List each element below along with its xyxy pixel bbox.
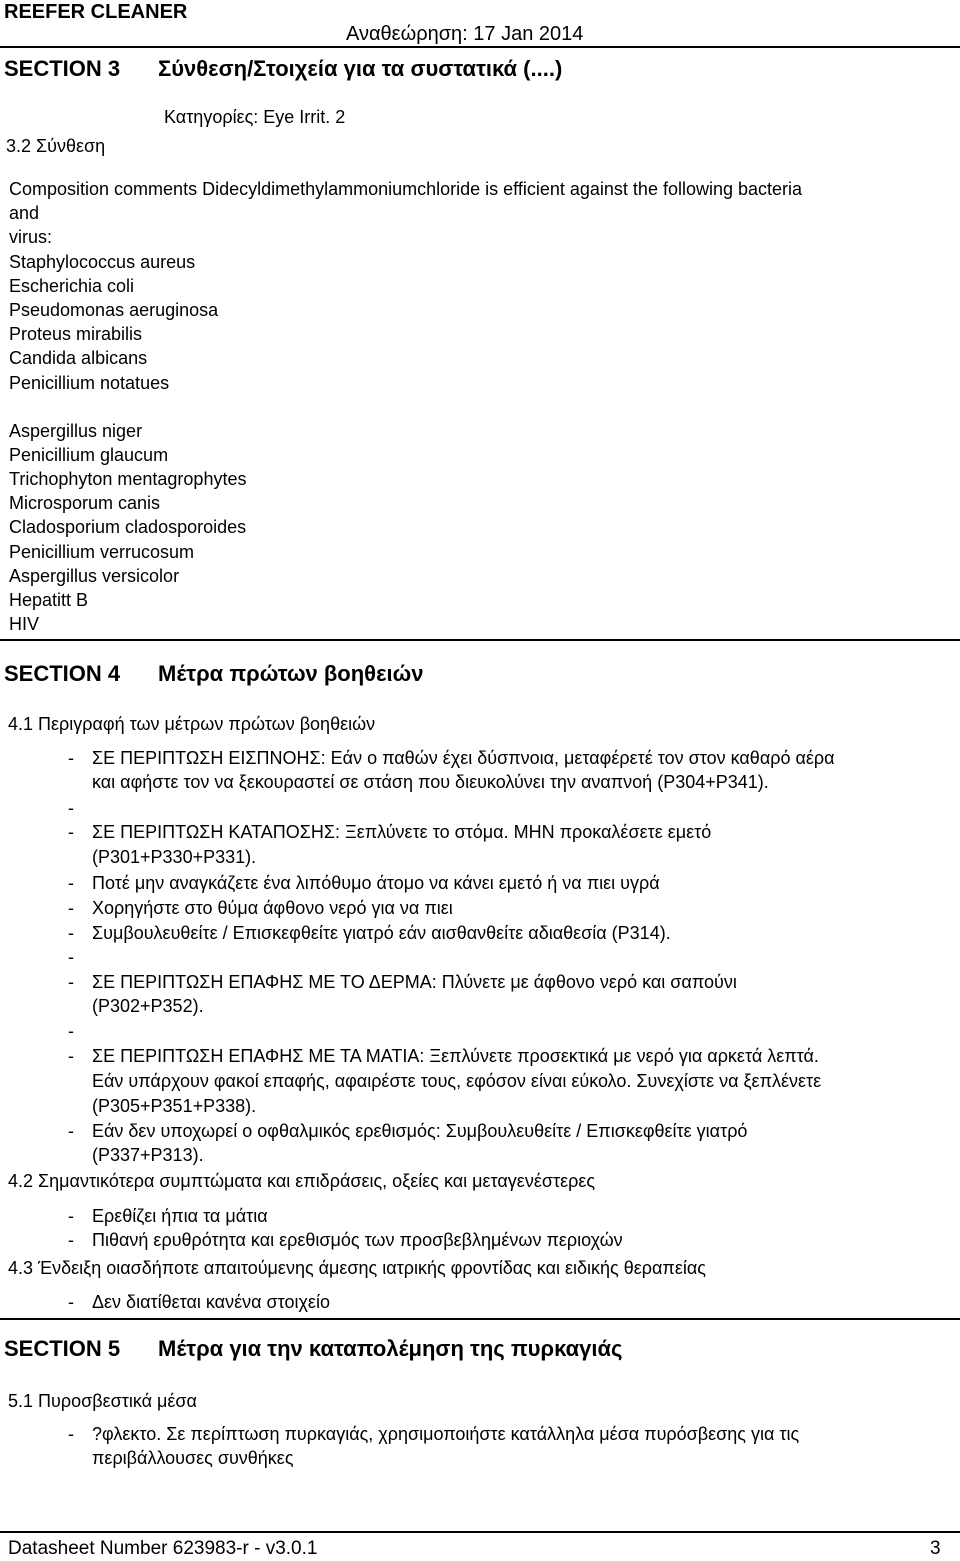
organism-item: Staphylococcus aureus <box>9 252 196 272</box>
hazard-categories: Κατηγορίες: Eye Irrit. 2 <box>164 107 346 127</box>
first-aid-item-cont: (P302+P352). <box>92 996 204 1016</box>
first-aid-item-cont: Εάν υπάρχουν φακοί επαφής, αφαιρέστε τους, εφόσον είναι εύκολο. Συνεχίστε να ξεπλένετε <box>92 1071 822 1091</box>
section-rule <box>0 1318 960 1320</box>
organism-item: Trichophyton mentagrophytes <box>9 469 247 489</box>
list-dash: - <box>68 822 74 842</box>
organism-item: Penicillium glaucum <box>9 445 169 465</box>
extinguishing-item-cont: περιβάλλουσες συνθήκες <box>92 1448 294 1468</box>
first-aid-item: Χορηγήστε στο θύμα άφθονο νερό για να πιει <box>92 898 453 918</box>
list-dash: - <box>68 972 74 992</box>
organism-item: Pseudomonas aeruginosa <box>9 300 219 320</box>
symptom-item: Ερεθίζει ήπια τα μάτια <box>92 1206 268 1226</box>
section-3-number: SECTION 3 <box>4 56 121 81</box>
section-4-title: Μέτρα πρώτων βοηθειών <box>158 661 424 686</box>
organism-item: Aspergillus niger <box>9 421 143 441</box>
first-aid-item: Συμβουλευθείτε / Επισκεφθείτε γιατρό εάν αισθανθείτε αδιαθεσία (P314). <box>92 923 671 943</box>
composition-comments-cont: and <box>9 203 40 223</box>
first-aid-item-cont: (P305+P351+P338). <box>92 1096 257 1116</box>
organism-item: Aspergillus versicolor <box>9 566 180 586</box>
subsection-4-2: 4.2 Σημαντικότερα συμπτώματα και επιδράσεις, οξείες και μεταγενέστερες <box>8 1171 596 1191</box>
page-number: 3 <box>930 1538 941 1559</box>
first-aid-item: Εάν δεν υποχωρεί ο οφθαλμικός ερεθισμός: Συμβουλευθείτε / Επισκεφθείτε γιατρό <box>92 1121 748 1141</box>
first-aid-item: ΣΕ ΠΕΡΙΠΤΩΣΗ ΕΠΑΦΗΣ ΜΕ ΤΑ ΜΑΤΙΑ: Ξεπλύνετε προσεκτικά με νερό για αρκετά λεπτά. <box>92 1046 819 1066</box>
section-5-number: SECTION 5 <box>4 1336 121 1361</box>
medical-attention-item: Δεν διατίθεται κανένα στοιχείο <box>92 1292 330 1312</box>
list-dash: - <box>68 873 74 893</box>
organism-item: Cladosporium cladosporoides <box>9 517 247 537</box>
list-dash: - <box>68 923 74 943</box>
subsection-4-1: 4.1 Περιγραφή των μέτρων πρώτων βοηθειών <box>8 714 376 734</box>
symptom-item: Πιθανή ερυθρότητα και ερεθισμός των προσβεβλημένων περιοχών <box>92 1230 623 1250</box>
organism-item: Hepatitt B <box>9 590 89 610</box>
list-dash: - <box>68 1230 74 1250</box>
subsection-4-3: 4.3 Ένδειξη οιασδήποτε απαιτούμενης άμεσης ιατρικής φροντίδας και ειδικής θεραπείας <box>8 1258 706 1278</box>
first-aid-item: ΣΕ ΠΕΡΙΠΤΩΣΗ ΚΑΤΑΠΟΣΗΣ: Ξεπλύνετε το στόμα. ΜΗΝ προκαλέσετε εμετό <box>92 822 712 842</box>
section-4-number: SECTION 4 <box>4 661 121 686</box>
list-dash: - <box>68 1046 74 1066</box>
revision-date: Αναθεώρηση: 17 Jan 2014 <box>346 23 584 45</box>
first-aid-item-cont: και αφήστε τον να ξεκουραστεί σε στάση που διευκολύνει την αναπνοή (P304+P341). <box>92 772 769 792</box>
organism-item: Proteus mirabilis <box>9 324 143 344</box>
organism-item: HIV <box>9 614 40 634</box>
first-aid-item: ΣΕ ΠΕΡΙΠΤΩΣΗ ΕΙΣΠΝΟΗΣ: Εάν ο παθών έχει δύσπνοια, μεταφέρετέ τον στον καθαρό αέρα <box>92 748 835 768</box>
list-dash: - <box>68 748 74 768</box>
list-dash: - <box>68 1424 74 1444</box>
first-aid-item-cont: (P301+P330+P331). <box>92 847 257 867</box>
organism-item: Penicillium verrucosum <box>9 542 195 562</box>
section-rule <box>0 639 960 641</box>
organism-item: Escherichia coli <box>9 276 135 296</box>
first-aid-item: Ποτέ μην αναγκάζετε ένα λιπόθυμο άτομο να κάνει εμετό ή να πιει υγρά <box>92 873 660 893</box>
extinguishing-item: ?φλεκτο. Σε περίπτωση πυρκαγιάς, χρησιμοποιήστε κατάλληλα μέσα πυρόσβεσης για τις <box>92 1424 800 1444</box>
section-3-title: Σύνθεση/Στοιχεία για τα συστατικά (....) <box>158 56 563 81</box>
footer-rule <box>0 1531 960 1533</box>
organism-item: Penicillium notatues <box>9 373 170 393</box>
list-dash: - <box>68 798 74 818</box>
first-aid-item: ΣΕ ΠΕΡΙΠΤΩΣΗ ΕΠΑΦΗΣ ΜΕ ΤΟ ΔΕΡΜΑ: Πλύνετε με άφθονο νερό και σαπούνι <box>92 972 737 992</box>
list-dash: - <box>68 947 74 967</box>
list-dash: - <box>68 1206 74 1226</box>
list-dash: - <box>68 898 74 918</box>
section-5-title: Μέτρα για την καταπολέμηση της πυρκαγιάς <box>158 1336 623 1361</box>
datasheet-number: Datasheet Number 623983-r - v3.0.1 <box>8 1538 318 1559</box>
subsection-3-2: 3.2 Σύνθεση <box>6 136 106 156</box>
composition-comments-cont: virus: <box>9 227 53 247</box>
list-dash: - <box>68 1292 74 1312</box>
composition-comments: Composition comments Didecyldimethylammoniumchloride is efficient against the following bacteria <box>9 179 803 199</box>
header-rule <box>0 46 960 48</box>
first-aid-item-cont: (P337+P313). <box>92 1145 204 1165</box>
organism-item: Microsporum canis <box>9 493 161 513</box>
subsection-5-1: 5.1 Πυροσβεστικά μέσα <box>8 1391 197 1411</box>
list-dash: - <box>68 1021 74 1041</box>
document-title: REEFER CLEANER <box>4 1 188 23</box>
list-dash: - <box>68 1121 74 1141</box>
organism-item: Candida albicans <box>9 348 148 368</box>
